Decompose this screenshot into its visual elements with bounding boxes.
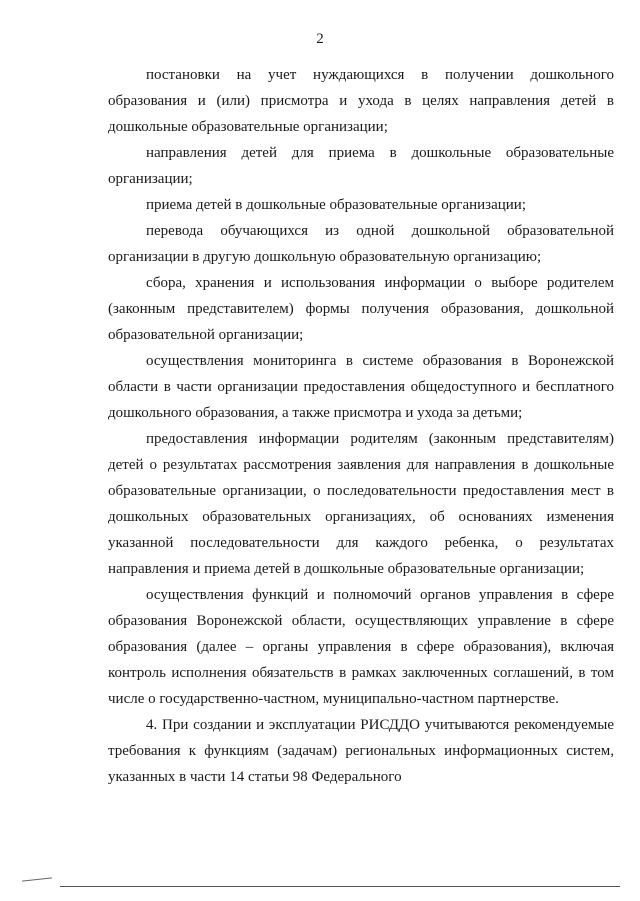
document-body (108, 62, 614, 790)
paragraph-registration: постановки на учет нуждающихся в получении дошкольного образования и (или) присмотра и ухода в целях направления детей в дошкольные образовательные организации; (108, 67, 614, 135)
paragraph-admission: приема детей в дошкольные образовательные организации; (146, 197, 527, 213)
paragraph-parent-choice: сбора, хранения и использования информации о выборе родителем (законным представителем) формы получения образования, дошкольной образовательной организации; (108, 275, 614, 343)
page-number: 2 (316, 31, 324, 47)
paragraph-referral: направления детей для приема в дошкольные образовательные организации; (108, 145, 614, 187)
scan-mark (22, 877, 52, 881)
paragraph-requirements: 4. При создании и эксплуатации РИСДДО учитываются рекомендуемые требования к функциям (задачам) региональных информационных систем, указанных в части 14 статьи 98 Федерального (108, 717, 614, 785)
paragraph-parent-information: предоставления информации родителям (законным представителям) детей о результатах рассмотрения заявления для направления в дошкольные образовательные организации, о последовательности предоставления мест в дошкольных образовательных организациях, об основаниях изменения указанной последовательности для каждого ребенка, о результатах направления и приема детей в дошкольные образовательные организации; (108, 431, 614, 577)
bottom-divider (60, 886, 620, 887)
paragraph-transfer: перевода обучающихся из одной дошкольной образовательной организации в другую дошкольную образовательную организацию; (108, 223, 614, 265)
paragraph-authority-functions: осуществления функций и полномочий органов управления в сфере образования Воронежской области, осуществляющих управление в сфере образования (далее – органы управления в сфере образования), включая контроль исполнения обязательств в рамках заключенных соглашений, в том числе о государственно-частном, муниципально-частном партнерстве. (108, 587, 614, 707)
paragraph-monitoring: осуществления мониторинга в системе образования в Воронежской области в части организации предоставления общедоступного и бесплатного дошкольного образования, а также присмотра и ухода за детьми; (108, 353, 614, 421)
